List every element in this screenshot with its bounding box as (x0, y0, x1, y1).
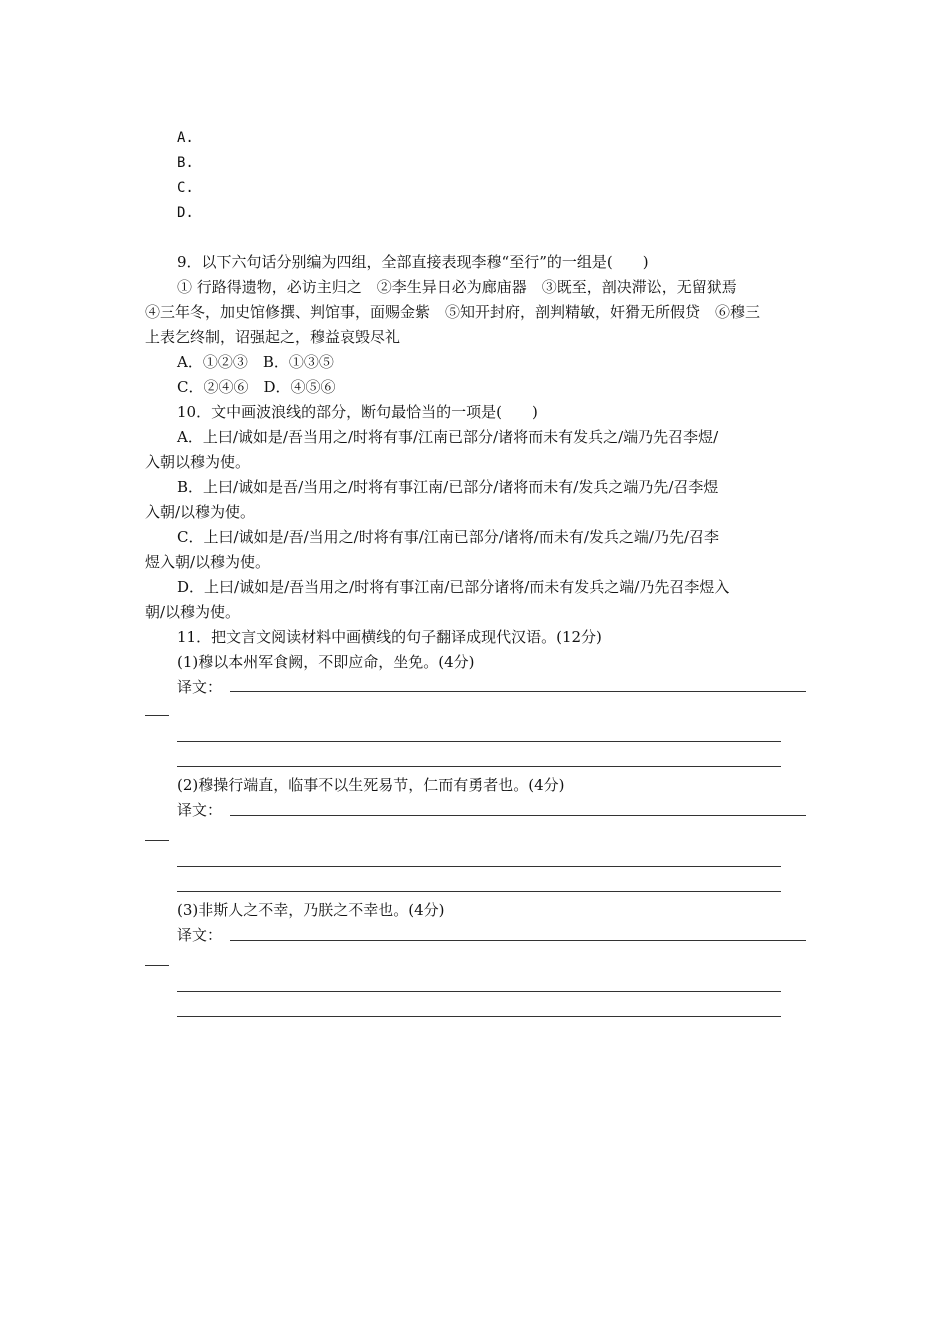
q10-option-a: A．上曰/诚如是/吾当用之/时将有事/江南已部分/诸将而未有发兵之/端乃先召李煜/ (177, 428, 719, 446)
q9-sentences-line-2: ④三年冬，加史馆修撰、判馆事，面赐金紫 ⑤知开封府，剖判精敏，奸猾无所假贷 ⑥穆三 (145, 303, 761, 321)
q8-option-b: B. (177, 155, 194, 171)
q9-sentences-line-3: 上表乞终制，诏强起之，穆益哀毁尽礼 (145, 328, 401, 346)
answer-line (177, 866, 781, 867)
q10-option-b-cont: 入朝/以穆为使。 (145, 503, 256, 521)
translation-label: 译文： (177, 801, 223, 819)
q10-stem: 10．文中画波浪线的部分，断句最恰当的一项是( ) (177, 403, 538, 421)
q11-item-1: (1)穆以本州军食阙，不即应命，坐免。(4分) (177, 653, 475, 671)
q11-stem: 11．把文言文阅读材料中画横线的句子翻译成现代汉语。(12分) (177, 628, 602, 646)
translation-label: 译文： (177, 926, 223, 944)
q10-option-d: D．上曰/诚如是/吾当用之/时将有事江南/已部分诸将/而未有发兵之端/乃先召李煜入 (177, 578, 730, 596)
q8-option-a: A. (177, 130, 194, 146)
q10-option-d-cont: 朝/以穆为使。 (145, 603, 241, 621)
answer-line (230, 940, 806, 941)
answer-line (177, 1016, 781, 1017)
q8-option-d: D. (177, 205, 194, 221)
q9-stem: 9．以下六句话分别编为四组，全部直接表现李穆“至行”的一组是( ) (177, 253, 649, 271)
answer-line (177, 766, 781, 767)
answer-line (177, 741, 781, 742)
q10-option-b: B．上曰/诚如是吾/当用之/时将有事江南/已部分/诸将而未有/发兵之端乃先/召李煜 (177, 478, 719, 496)
answer-line (230, 691, 806, 692)
q11-item-2: (2)穆操行端直，临事不以生死易节，仁而有勇者也。(4分) (177, 776, 565, 794)
translation-label: 译文： (177, 678, 223, 696)
answer-line (230, 815, 806, 816)
q10-option-a-cont: 入朝以穆为使。 (145, 453, 251, 471)
q9-options-cd: C．②④⑥ D．④⑤⑥ (177, 378, 336, 396)
q10-option-c: C．上曰/诚如是/吾/当用之/时将有事/江南已部分/诸将/而未有/发兵之端/乃先/召李 (177, 528, 720, 546)
answer-line (177, 891, 781, 892)
q8-option-c: C. (177, 180, 194, 196)
answer-line (145, 715, 169, 716)
q10-option-c-cont: 煜入朝/以穆为使。 (145, 553, 271, 571)
answer-line (145, 840, 169, 841)
q9-options-ab: A．①②③ B．①③⑤ (177, 353, 334, 371)
q9-sentences-line-1: ① 行路得遗物，必访主归之 ②李生异日必为廊庙器 ③既至，剖决滞讼，无留狱焉 (177, 278, 737, 296)
q11-item-3: (3)非斯人之不幸，乃朕之不幸也。(4分) (177, 901, 445, 919)
answer-line (177, 991, 781, 992)
answer-line (145, 965, 169, 966)
